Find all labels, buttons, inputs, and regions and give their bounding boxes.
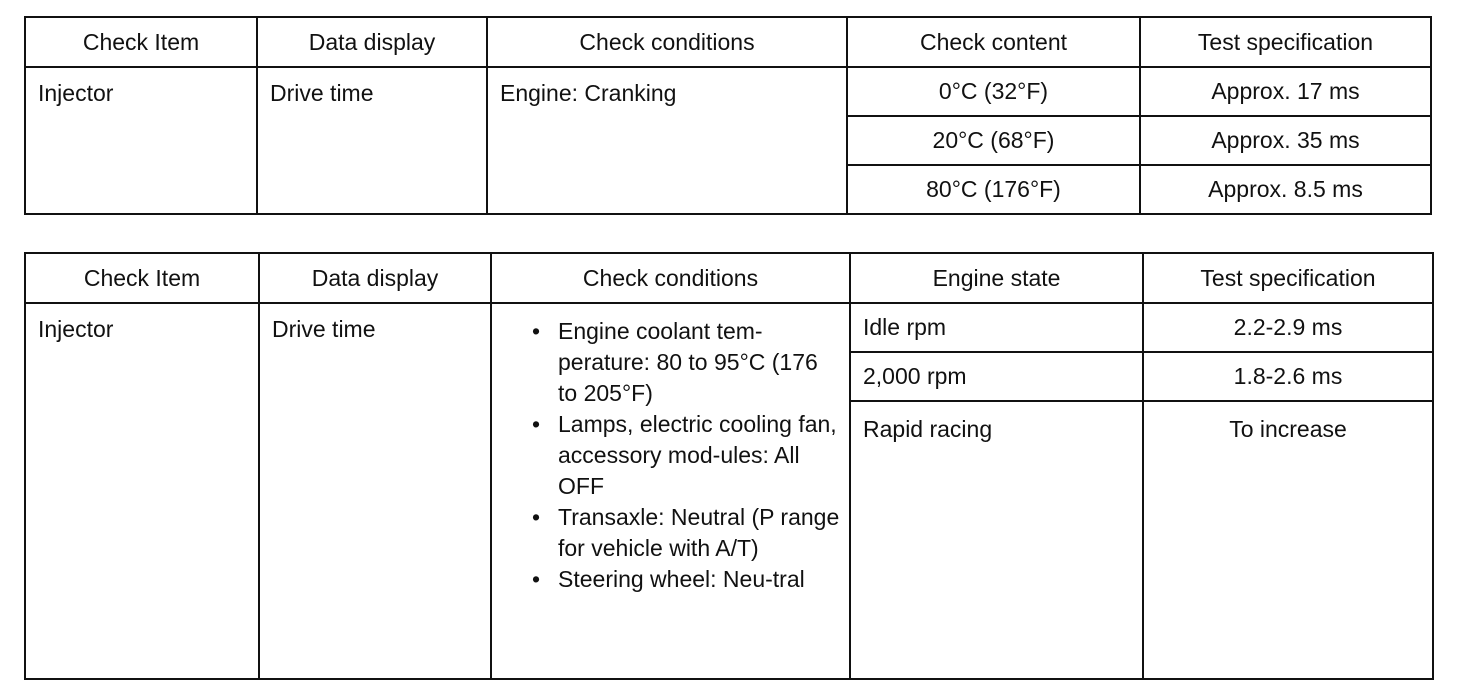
table-header-row bbox=[25, 17, 1431, 67]
test-spec-cell: To increase bbox=[1143, 401, 1433, 679]
test-spec-cell: Approx. 8.5 ms bbox=[1140, 165, 1431, 214]
test-spec-cell: Approx. 17 ms bbox=[1140, 67, 1431, 116]
header-check-conditions: Check conditions bbox=[487, 17, 847, 67]
test-spec-cell: 1.8-2.6 ms bbox=[1143, 352, 1433, 401]
header-test-specification: Test specification bbox=[1140, 17, 1431, 67]
test-spec-cell: 2.2-2.9 ms bbox=[1143, 303, 1433, 352]
engine-state-cell: Idle rpm bbox=[850, 303, 1143, 352]
check-content-cell: 20°C (68°F) bbox=[847, 116, 1140, 165]
check-content-cell: 80°C (176°F) bbox=[847, 165, 1140, 214]
check-conditions-cell bbox=[491, 303, 850, 679]
data-display-cell: Drive time bbox=[259, 303, 491, 679]
cranking-spec-table bbox=[24, 16, 1432, 215]
check-content-cell: 0°C (32°F) bbox=[847, 67, 1140, 116]
check-conditions-cell: Engine: Cranking bbox=[487, 67, 847, 214]
table-header-row bbox=[25, 253, 1433, 303]
condition-item: • Steering wheel: Neu-tral bbox=[516, 564, 841, 595]
header-check-conditions: Check conditions bbox=[491, 253, 850, 303]
header-data-display: Data display bbox=[259, 253, 491, 303]
header-data-display: Data display bbox=[257, 17, 487, 67]
engine-state-cell: Rapid racing bbox=[850, 401, 1143, 679]
condition-item: • Engine coolant tem-perature: 80 to 95°C (176 to 205°F) bbox=[516, 316, 841, 409]
header-check-content: Check content bbox=[847, 17, 1140, 67]
idle-racing-spec-table bbox=[24, 252, 1434, 680]
header-engine-state: Engine state bbox=[850, 253, 1143, 303]
table-row bbox=[25, 67, 1431, 116]
header-test-specification: Test specification bbox=[1143, 253, 1433, 303]
data-display-cell: Drive time bbox=[257, 67, 487, 214]
header-check-item: Check Item bbox=[25, 17, 257, 67]
test-spec-cell: Approx. 35 ms bbox=[1140, 116, 1431, 165]
conditions-list bbox=[516, 316, 841, 595]
condition-item: • Lamps, electric cooling fan, accessory mod-ules: All OFF bbox=[516, 409, 841, 502]
condition-item: • Transaxle: Neutral (P range for vehicle with A/T) bbox=[516, 502, 841, 564]
check-item-cell: Injector bbox=[25, 303, 259, 679]
table-row bbox=[25, 303, 1433, 352]
engine-state-cell: 2,000 rpm bbox=[850, 352, 1143, 401]
check-item-cell: Injector bbox=[25, 67, 257, 214]
header-check-item: Check Item bbox=[25, 253, 259, 303]
